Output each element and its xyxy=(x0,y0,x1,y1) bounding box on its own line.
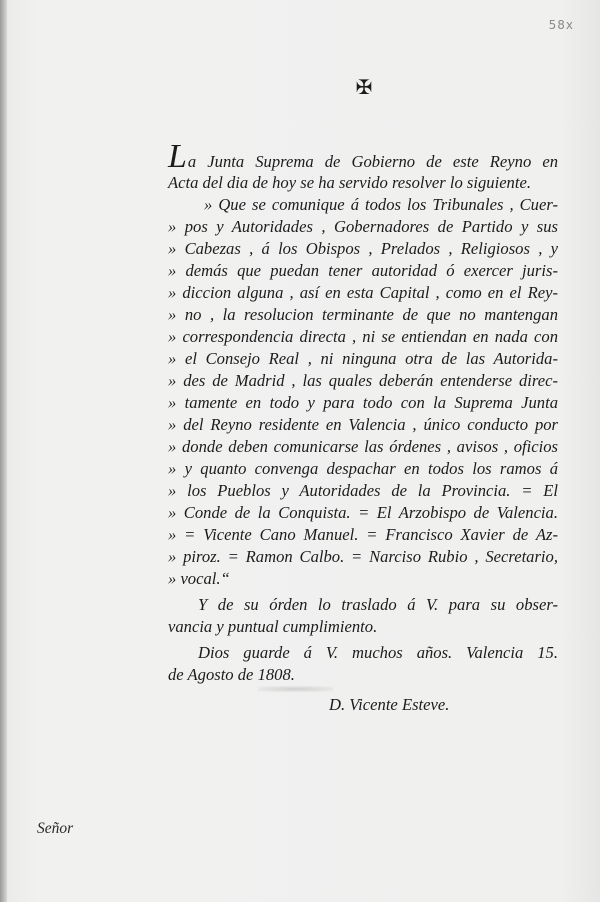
ink-smudge xyxy=(258,686,333,692)
closing-line: Dios guarde á V. muchos años. Valencia 15. xyxy=(198,643,558,662)
letter-body xyxy=(168,138,558,686)
text-line: Y de su órden lo traslado á V. para su obser- xyxy=(198,595,558,614)
text-line: » vocal.“ xyxy=(168,569,230,588)
opening-line-text: a Junta Suprema de Gobierno de este Reyno en xyxy=(187,152,558,171)
page-binding-edge xyxy=(0,0,7,902)
text-line: » el Consejo Real , ni ninguna otra de las Autorida- xyxy=(168,349,558,368)
text-line: » no , la resolucion terminante de que no mantengan xyxy=(168,305,558,324)
text-line: » correspondencia directa , ni se entiendan en nada con xyxy=(168,327,558,346)
addressee: Señor xyxy=(37,820,74,837)
text-line: » diccion alguna , así en esta Capital , como en el Rey- xyxy=(168,283,558,302)
cross-ornament-icon: ✠ xyxy=(355,75,373,99)
text-line: vancia y puntual cumplimiento. xyxy=(168,617,378,636)
text-line: » demás que puedan tener autoridad ó exercer juris- xyxy=(168,261,558,280)
opening-line xyxy=(168,138,558,175)
text-line: » los Pueblos y Autoridades de la Provincia. = El xyxy=(168,481,558,500)
text-line: » des de Madrid , las quales deberán entenderse direc- xyxy=(168,371,558,390)
text-line: » tamente en todo y para todo con la Suprema Junta xyxy=(168,393,558,412)
text-line: Acta del dia de hoy se ha servido resolver lo siguiente. xyxy=(168,173,531,192)
text-line: » Que se comunique á todos los Tribunales , Cuer- xyxy=(204,195,558,214)
date-line: de Agosto de 1808. xyxy=(168,665,295,684)
text-line: » Conde de la Conquista. = El Arzobispo de Valencia. xyxy=(168,503,558,522)
folio-number: 58x xyxy=(548,18,574,32)
text-line: » donde deben comunicarse las órdenes , avisos , oficios xyxy=(168,437,558,456)
text-line: » piroz. = Ramon Calbo. = Narciso Rubio , Secretario, xyxy=(168,547,558,566)
text-line: » Cabezas , á los Obispos , Prelados , Religiosos , y xyxy=(168,239,558,258)
text-line: » = Vicente Cano Manuel. = Francisco Xavier de Az- xyxy=(168,525,558,544)
text-line: » pos y Autoridades , Gobernadores de Partido y sus xyxy=(168,217,558,236)
text-line: » del Reyno residente en Valencia , único conducto por xyxy=(168,415,558,434)
signature: D. Vicente Esteve. xyxy=(329,695,450,714)
drop-cap: L xyxy=(168,138,187,175)
text-line: » y quanto convenga despachar en todos los ramos á xyxy=(168,459,558,478)
